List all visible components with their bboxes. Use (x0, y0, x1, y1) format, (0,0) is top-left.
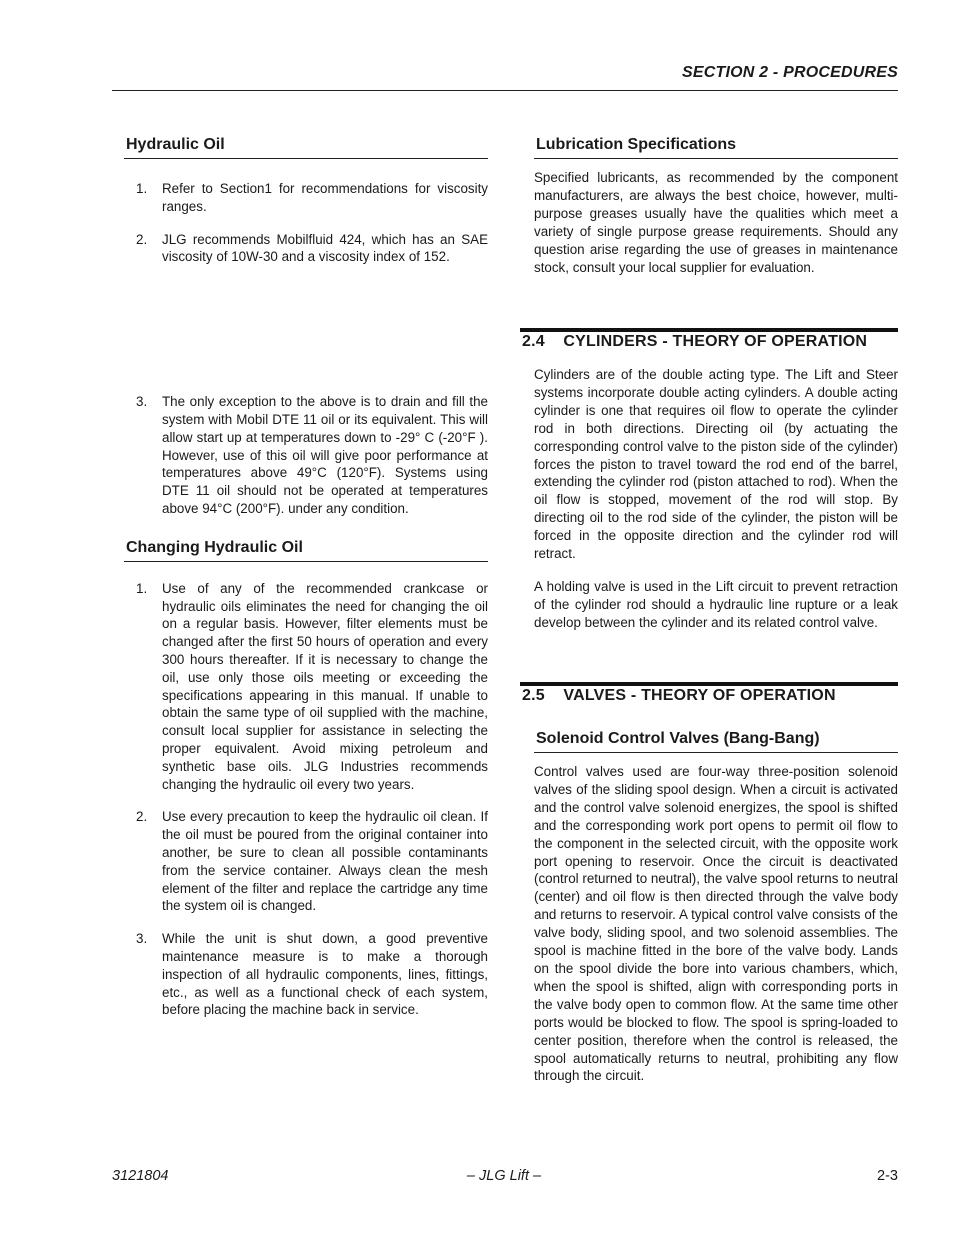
list-item-text: The only exception to the above is to drain and fill the system with Mobil DTE 11 oil or its equivalent. This will allow start up at temperatures down to -29° C (-20°F ). However, use of this oil will give poor performance at temperatures above 49°C (120°F). Systems using DTE 11 oil should not be operated at temperatures above 94°C (200°F). under any condition. (162, 394, 488, 516)
list-item (124, 580, 488, 794)
page-header (112, 62, 898, 91)
hydraulic-oil-heading: Hydraulic Oil (124, 128, 488, 159)
lubrication-heading: Lubrication Specifications (534, 128, 898, 159)
list-item (124, 180, 488, 216)
list-number: 3. (136, 394, 148, 410)
list-number: 2. (136, 231, 148, 247)
section-title-header: SECTION 2 - PROCEDURES (682, 64, 898, 81)
solenoid-valves-paragraph: Control valves used are four-way three-position solenoid valves of the sliding spool design. When a circuit is activated and the control valve solenoid energizes, the spool is shifted and the corresponding work port opens to permit oil flow to the component in the selected circuit, with the opposite work port opening to reservoir. Once the circuit is deactivated (control returned to neutral), the valve spool returns to neutral (center) and oil flow is then directed through the valve body and returns to reservoir. A typical control valve consists of the valve body, sliding spool, and two solenoid assemblies. The spool is machine fitted in the bore of the valve body. Lands on the spool divide the bore into various chambers, which, when the spool is shifted, align with corresponding ports in the valve body open to common flow. At the same time other ports would be blocked to flow. The spool is spring-loaded to center position, therefore when the control is released, the spool automatically returns to neutral, prohibiting any flow through the circuit. (534, 764, 898, 1084)
list-number: 1. (136, 181, 148, 196)
left-column (124, 128, 488, 1019)
footer-brand: – JLG Lift – (466, 1168, 542, 1184)
cylinders-paragraph: Cylinders are of the double acting type. The Lift and Steer systems incorporate double acting cylinders. A double acting cylinder is one that requires oil flow to operate the cylinder rod in both directions. Directing oil (by actuating the corresponding control valve to the piston side of the cylinder) forces the piston to travel toward the rod end of the barrel, extending the cylinder rod (piston attached to rod). When the oil flow is stopped, movement of the rod will stop. By directing oil to the rod side of the cylinder, the piston will be forced in the opposite direction and the cylinder rod will retract. (534, 367, 898, 562)
section-2-4-rule (520, 328, 898, 332)
solenoid-valves-heading: Solenoid Control Valves (Bang-Bang) (534, 722, 898, 753)
list-item-text: JLG recommends Mobilfluid 424, which has an SAE viscosity of 10W-30 and a viscosity index of 152. (162, 231, 488, 265)
section-2-4-title: 2.4 CYLINDERS - THEORY OF OPERATION (522, 333, 868, 350)
changing-hydraulic-oil-heading: Changing Hydraulic Oil (124, 531, 488, 562)
list-number: 1. (136, 580, 148, 596)
section-2-5-body (534, 722, 898, 1085)
list-item-text: Refer to Section1 for recommendations for viscosity ranges. (162, 181, 488, 214)
lubrication-paragraph: Specified lubricants, as recommended by the component manufacturers, are always the best choice, however, multi-purpose greases usually have the qualities which meet a variety of single purpose grease requirements. Should any question arise regarding the use of greases in maintenance stock, consult your local supplier for evaluation. (534, 170, 898, 275)
holding-valve-paragraph: A holding valve is used in the Lift circuit to prevent retraction of the cylinder rod should a hydraulic line rupture or a leak develop between the cylinder and its related control valve. (534, 578, 898, 630)
list-item (124, 231, 488, 267)
section-2-5-title: 2.5 VALVES - THEORY OF OPERATION (522, 687, 836, 704)
list-item (124, 393, 488, 518)
footer-doc-number: 3121804 (112, 1168, 169, 1184)
section-2-4-body (534, 366, 898, 632)
hydraulic-oil-list (124, 180, 488, 518)
right-column (534, 128, 898, 276)
footer-page-number: 2-3 (877, 1168, 898, 1184)
list-item-text: Use of any of the recommended crankcase or hydraulic oils eliminates the need for changing the oil on a regular basis. However, filter elements must be changed after the first 50 hours of operation and every 300 hours thereafter. If it is necessary to change the oil, use only those oils meeting or exceeding the specifications appearing in this manual. If unable to obtain the same type of oil supplied with the machine, consult local supplier for assistance in selecting the proper equivalent. Avoid mixing petroleum and synthetic base oils. JLG Industries recommends changing the hydraulic oil every two years. (162, 580, 488, 792)
changing-oil-list (124, 580, 488, 1019)
list-number: 3. (136, 931, 148, 947)
list-item-text: While the unit is shut down, a good preventive maintenance measure is to make a thorough inspection of all hydraulic components, lines, fittings, etc., as well as a functional check of each system, before placing the machine back in service. (162, 931, 488, 1018)
list-item (124, 930, 488, 1019)
list-item (124, 808, 488, 915)
section-2-5-rule (520, 682, 898, 686)
list-number: 2. (136, 809, 148, 825)
list-item-text: Use every precaution to keep the hydraulic oil clean. If the oil must be poured from the original container into another, be sure to clean all possible contaminants from the service container. Always clean the mesh element of the filter and replace the cartridge any time the system oil is changed. (162, 809, 488, 914)
